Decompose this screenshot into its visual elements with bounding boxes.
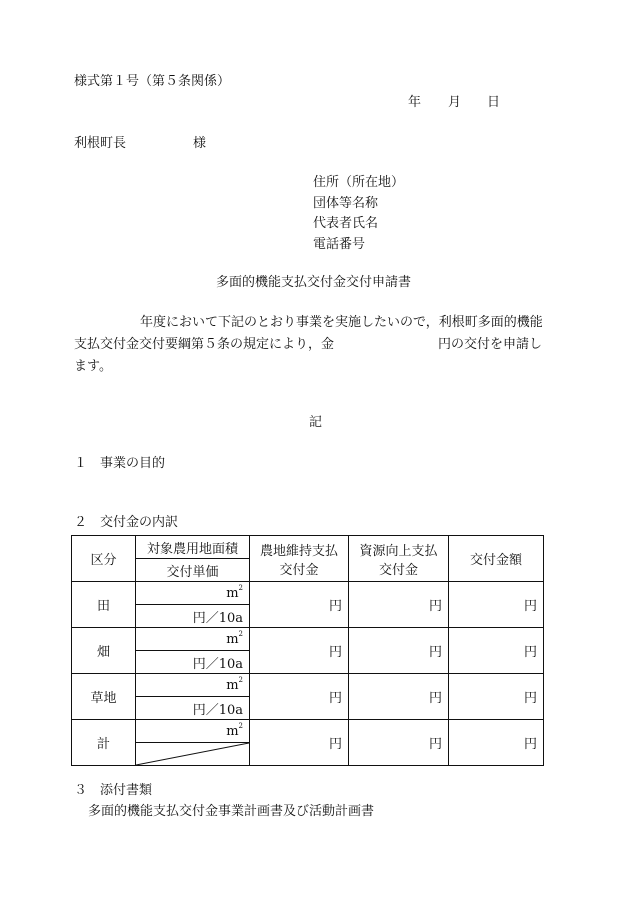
date-year-label: 年: [408, 95, 422, 110]
header-resource: [349, 536, 449, 582]
header-maintenance-line2: 交付金: [279, 562, 319, 578]
header-total: 交付金額: [449, 536, 544, 582]
section2-title: ２ 交付金の内訳: [74, 515, 179, 530]
row-grassland-resource: 円: [349, 674, 449, 720]
row-total-area-unit: [136, 720, 250, 743]
header-resource-line1: 資源向上支払: [359, 543, 438, 559]
body-line-2: [74, 334, 564, 356]
body-line-3: ます。: [74, 359, 112, 374]
section3-item: 多面的機能支払交付金事業計画書及び活動計画書: [88, 804, 375, 819]
row-grassland-total: 円: [449, 674, 544, 720]
area-unit: m: [226, 677, 239, 693]
row-field-total: 円: [449, 628, 544, 674]
document-title: 多面的機能支払交付金交付申請書: [216, 275, 412, 290]
addressee-name: 利根町長: [74, 136, 127, 151]
addressee-honorific: 様: [193, 136, 207, 151]
row-total-resource: 円: [349, 720, 449, 766]
row-label-paddy: 田: [72, 582, 136, 628]
row-field-price-unit: 円／10a: [136, 651, 250, 674]
row-paddy-resource: 円: [349, 582, 449, 628]
row-paddy-price-unit: 円／10a: [136, 605, 250, 628]
ki-label: 記: [309, 415, 323, 430]
row-paddy-area-unit: [136, 582, 250, 605]
header-category: 区分: [72, 536, 136, 582]
row-total-price-diagonal: [136, 743, 250, 766]
row-grassland-maintenance: 円: [250, 674, 349, 720]
applicant-rep-label: 代表者氏名: [313, 216, 379, 231]
row-grassland-price-unit: 円／10a: [136, 697, 250, 720]
area-unit: m: [226, 723, 239, 739]
area-unit-sup: 2: [238, 583, 243, 592]
applicant-org-label: 団体等名称: [313, 196, 379, 211]
area-unit-sup: 2: [238, 721, 243, 730]
header-resource-line2: 交付金: [378, 562, 418, 578]
header-maintenance: [250, 536, 349, 582]
area-unit-sup: 2: [238, 675, 243, 684]
row-total-maintenance: 円: [250, 720, 349, 766]
body-line-2-b: 円の交付を申請し: [438, 337, 543, 352]
row-total-total: 円: [449, 720, 544, 766]
body-paragraph: [74, 312, 564, 378]
area-unit: m: [226, 631, 239, 647]
area-unit-sup: 2: [238, 629, 243, 638]
applicant-address-label: 住所（所在地）: [313, 175, 405, 190]
applicant-phone-label: 電話番号: [313, 237, 366, 252]
row-paddy-total: 円: [449, 582, 544, 628]
section3-title: ３ 添付書類: [74, 783, 153, 798]
row-label-total: 計: [72, 720, 136, 766]
row-grassland-area-unit: [136, 674, 250, 697]
date-day-label: 日: [487, 95, 501, 110]
row-label-field: 畑: [72, 628, 136, 674]
subsidy-breakdown-table: [71, 535, 544, 766]
form-number: 様式第１号（第５条関係）: [74, 74, 231, 89]
diagonal-strike-line: [136, 743, 249, 765]
date-month-label: 月: [448, 95, 462, 110]
row-label-grassland: 草地: [72, 674, 136, 720]
row-field-resource: 円: [349, 628, 449, 674]
section1-title: １ 事業の目的: [74, 456, 166, 471]
row-field-maintenance: 円: [250, 628, 349, 674]
header-maintenance-line1: 農地維持支払: [259, 543, 338, 559]
header-unit-price: 交付単価: [136, 559, 250, 582]
body-line-1: 年度において下記のとおり事業を実施したいので，利根町多面的機能: [140, 315, 543, 330]
area-unit: m: [226, 585, 239, 601]
body-line-2-a: 支払交付金交付要綱第５条の規定により，金: [74, 337, 335, 352]
row-paddy-maintenance: 円: [250, 582, 349, 628]
header-area: 対象農用地面積: [136, 536, 250, 559]
row-field-area-unit: [136, 628, 250, 651]
